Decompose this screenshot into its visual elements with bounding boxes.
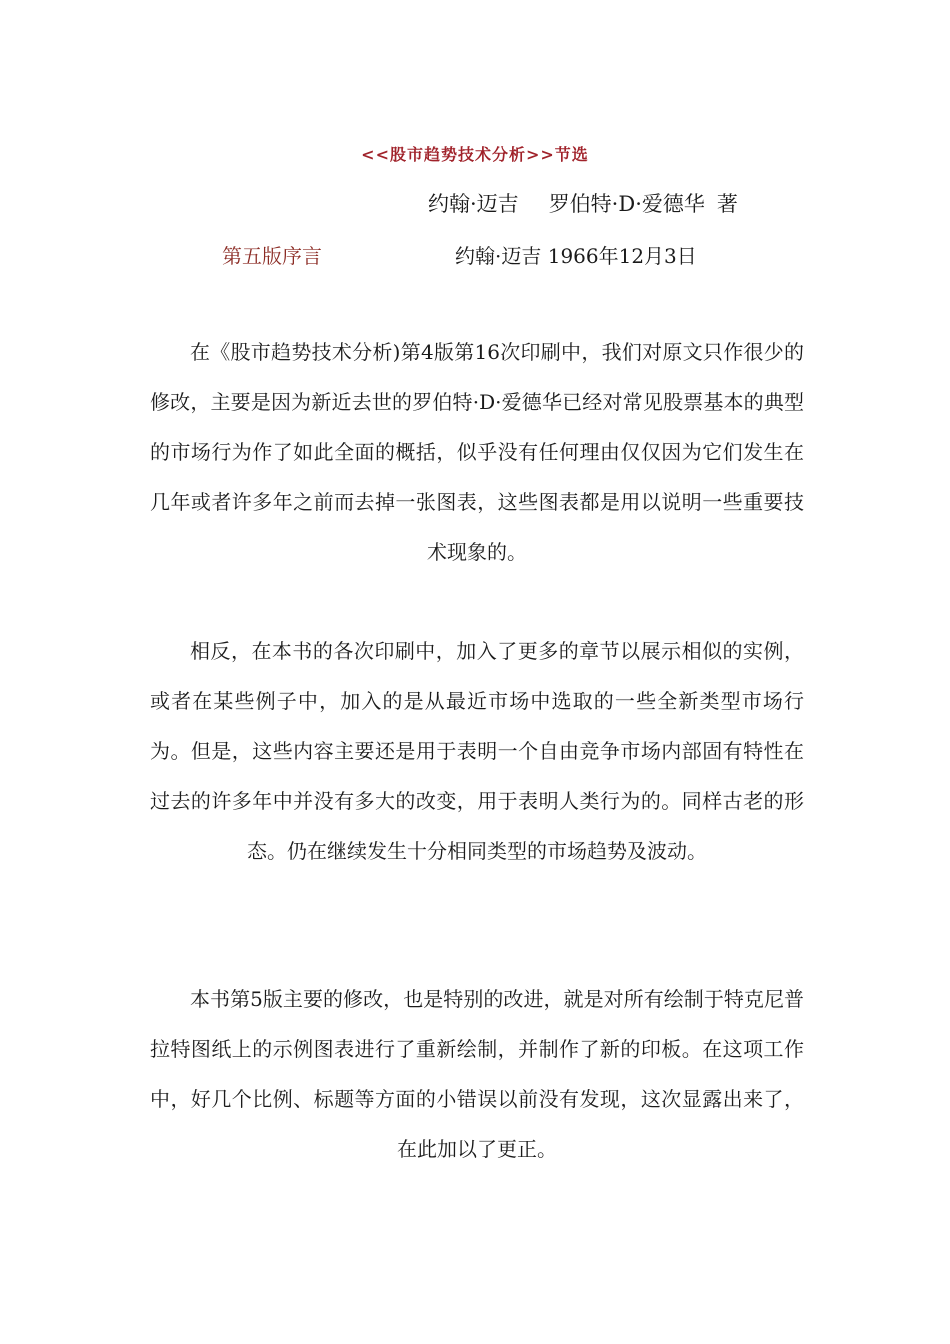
- author-suffix: 著: [716, 192, 738, 216]
- paragraph-1: 在《股市趋势技术分析)第4版第16次印刷中，我们对原文只作很少的修改，主要是因为新近去世的罗伯特·D·爱德华已经对常见股票基本的典型的市场行为作了如此全面的概括，似乎没有任何理由仅仅因为它们发生在几年或者许多年之前而去掉一张图表，这些图表都是用以说明一些重要技术现象的。: [150, 340, 804, 564]
- document-title: <<股市趋势技术分析>>节选: [361, 145, 589, 164]
- paragraph-3: 本书第5版主要的修改，也是特别的改进，就是对所有绘制于特克尼普拉特图纸上的示例图表进行了重新绘制，并制作了新的印板。在这项工作中，好几个比例、标题等方面的小错误以前没有发现，这次显露出来了，在此加以了更正。: [150, 987, 804, 1161]
- author-line: [428, 188, 738, 218]
- author-magee: 约翰·迈吉: [428, 192, 519, 216]
- preface-heading: 第五版序言: [222, 244, 322, 268]
- preface-signature: 约翰·迈吉 1966年12月3日: [455, 244, 697, 268]
- author-edwards: 罗伯特·D·爱德华: [548, 192, 705, 216]
- paragraph-2: 相反，在本书的各次印刷中，加入了更多的章节以展示相似的实例，或者在某些例子中，加入的是从最近市场中选取的一些全新类型市场行为。但是，这些内容主要还是用于表明一个自由竞争市场内部固有特性在过去的许多年中并没有多大的改变，用于表明人类行为的。同样古老的形态。仍在继续发生十分相同类型的市场趋势及波动。: [150, 639, 804, 863]
